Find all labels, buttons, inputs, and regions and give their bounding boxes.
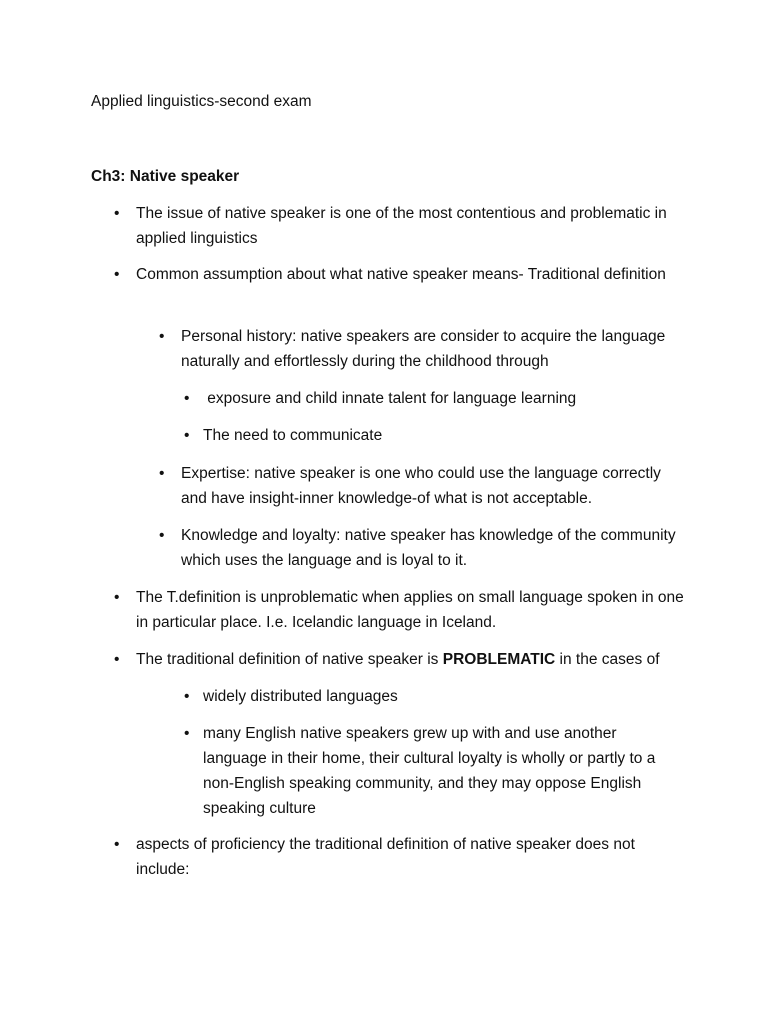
bullet-marker: •	[184, 390, 190, 407]
list-item-text	[136, 647, 686, 672]
bullet-marker: •	[114, 266, 120, 283]
section-heading: Ch3: Native speaker	[91, 168, 240, 185]
list-item	[184, 423, 683, 448]
list-item-text: The issue of native speaker is one of the most contentious and problematic in applied linguistics	[136, 205, 667, 247]
list-item-text: Expertise: native speaker is one who could use the language correctly and have insight-inner knowledge-of what is not acceptable.	[181, 465, 661, 507]
list-item-text-part: The traditional definition of native speaker is	[136, 651, 443, 668]
list-item	[184, 721, 683, 821]
list-item-text: Personal history: native speakers are consider to acquire the language naturally and effortlessly during the childhood through	[181, 328, 666, 370]
bullet-marker: •	[114, 651, 120, 668]
list-item	[159, 324, 686, 374]
list-item-text: The T.definition is unproblematic when applies on small language spoken in one in particular place. I.e. Icelandic language in Iceland.	[136, 589, 684, 631]
bullet-marker: •	[184, 427, 190, 444]
list-item	[114, 647, 686, 672]
list-item	[114, 201, 686, 251]
list-item-text: aspects of proficiency the traditional definition of native speaker does not include:	[136, 836, 635, 878]
list-item-text: Common assumption about what native speaker means- Traditional definition	[136, 266, 666, 283]
bullet-marker: •	[184, 688, 190, 705]
bullet-marker: •	[114, 836, 120, 853]
list-item-text: exposure and child innate talent for language learning	[203, 390, 577, 407]
list-item	[114, 262, 686, 287]
bullet-marker: •	[184, 725, 190, 742]
bullet-marker: •	[159, 465, 165, 482]
bullet-marker: •	[114, 205, 120, 222]
list-item-text: The need to communicate	[203, 427, 383, 444]
bullet-marker: •	[114, 589, 120, 606]
list-item	[184, 684, 683, 709]
list-item-text-part: in the cases of	[555, 651, 660, 668]
document-title: Applied linguistics-second exam	[91, 93, 312, 110]
bullet-marker: •	[159, 527, 165, 544]
list-item	[114, 832, 686, 882]
list-item	[159, 461, 686, 511]
list-item	[184, 386, 683, 411]
list-item	[159, 523, 686, 573]
list-item-text: many English native speakers grew up with and use another language in their home, their cultural loyalty is wholly or partly to a non-English speaking community, and they may oppose English speaking culture	[203, 725, 656, 817]
list-item	[114, 585, 686, 635]
list-item-text: Knowledge and loyalty: native speaker has knowledge of the community which uses the language and is loyal to it.	[181, 527, 676, 569]
bullet-marker: •	[159, 328, 165, 345]
list-item-text: widely distributed languages	[203, 688, 398, 705]
emphasis-text: PROBLEMATIC	[442, 651, 556, 668]
